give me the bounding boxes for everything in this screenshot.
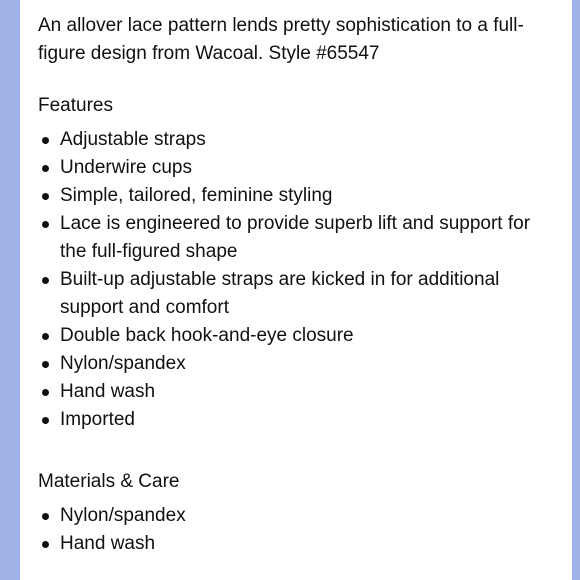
bullet-icon: [42, 137, 49, 144]
feature-item-label: Simple, tailored, feminine styling: [60, 185, 333, 206]
feature-item: [38, 126, 554, 154]
feature-item-label: Lace is engineered to provide superb lift and support for the full-figured shape: [60, 213, 531, 262]
product-intro-text: An allover lace pattern lends pretty sophistication to a full-figure design from Wacoal. Style #65547: [38, 15, 524, 64]
feature-item-label: Imported: [60, 409, 135, 430]
material-item-label: Hand wash: [60, 533, 156, 554]
bullet-icon: [42, 513, 49, 520]
feature-item: [38, 182, 554, 210]
feature-item: [38, 322, 554, 350]
bullet-icon: [42, 389, 49, 396]
feature-item: [38, 210, 554, 266]
feature-item: [38, 266, 554, 322]
materials-care-list: [38, 502, 554, 558]
feature-item-label: Double back hook-and-eye closure: [60, 325, 354, 346]
bullet-icon: [42, 193, 49, 200]
bullet-icon: [42, 165, 49, 172]
feature-item: [38, 378, 554, 406]
bullet-icon: [42, 277, 49, 284]
material-item: [38, 502, 554, 530]
feature-item: [38, 406, 554, 434]
bullet-icon: [42, 333, 49, 340]
feature-item-label: Underwire cups: [60, 157, 192, 178]
product-description-panel: [20, 0, 572, 580]
feature-item-label: Nylon/spandex: [60, 353, 186, 374]
feature-item: [38, 350, 554, 378]
bullet-icon: [42, 417, 49, 424]
feature-item-label: Adjustable straps: [60, 129, 206, 150]
feature-item-label: Built-up adjustable straps are kicked in for additional support and comfort: [60, 269, 500, 318]
features-list: [38, 126, 554, 434]
bullet-icon: [42, 221, 49, 228]
materials-care-heading: Materials & Care: [38, 471, 180, 492]
bullet-icon: [42, 361, 49, 368]
features-heading: Features: [38, 95, 113, 116]
feature-item-label: Hand wash: [60, 381, 156, 402]
material-item-label: Nylon/spandex: [60, 505, 186, 526]
bullet-icon: [42, 541, 49, 548]
feature-item: [38, 154, 554, 182]
material-item: [38, 530, 554, 558]
